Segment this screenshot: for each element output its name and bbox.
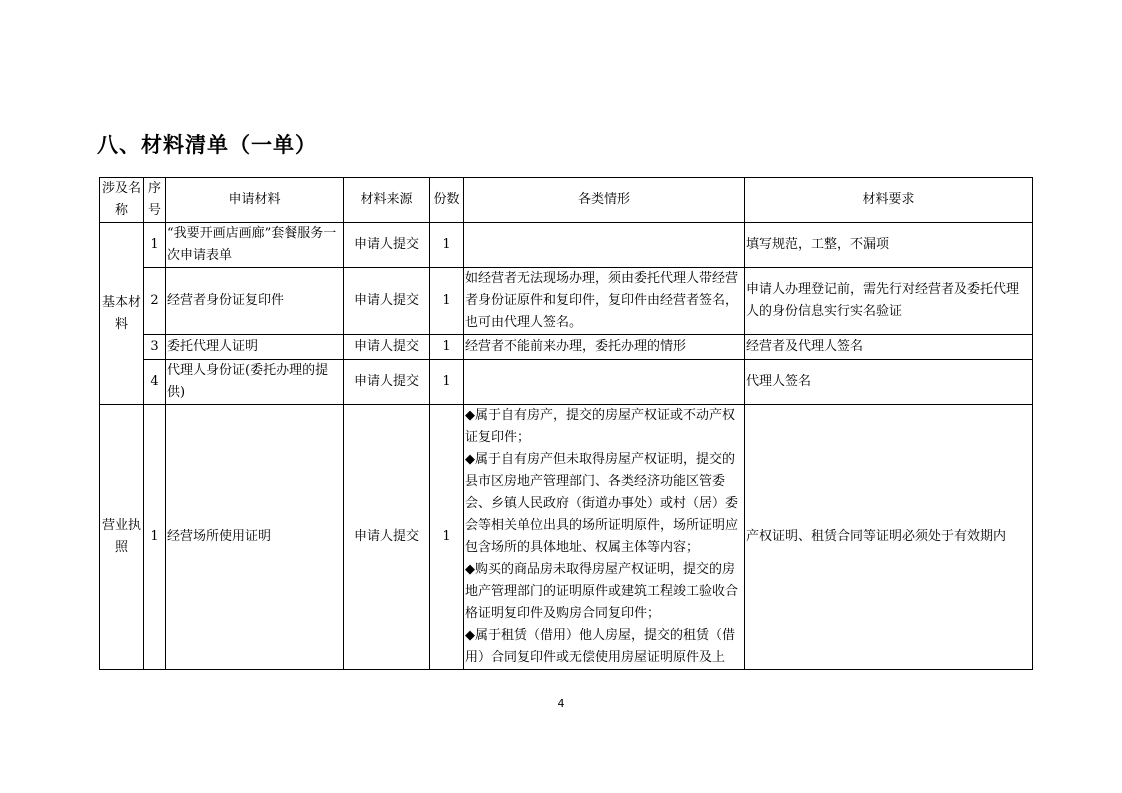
copies-cell: 1 <box>430 223 464 268</box>
materials-table <box>99 177 1033 670</box>
material-cell: 代理人身份证(委托办理的提供) <box>166 360 344 405</box>
source-cell: 申请人提交 <box>344 268 430 335</box>
requirement-cell: 经营者及代理人签名 <box>745 335 1033 360</box>
requirement-cell: 产权证明、租赁合同等证明必须处于有效期内 <box>745 405 1033 670</box>
section-title: 八、材料清单（一单） <box>97 133 317 157</box>
situation-item: ◆属于自有房产但未取得房屋产权证明，提交的县市区房地产管理部门、各类经济功能区管委会、乡镇人民政府（街道办事处）或村（居）委会等相关单位出具的场所证明原件，场所证明应包含场所的具体地址、权属主体等内容； <box>465 452 739 555</box>
header-requirement: 材料要求 <box>745 178 1033 223</box>
seq-cell: 2 <box>144 268 166 335</box>
situation-item: ◆属于自有房产，提交的房屋产权证或不动产权证复印件； <box>465 408 735 445</box>
material-cell: “我要开画店画廊”套餐服务一次申请表单 <box>166 223 344 268</box>
category-cell: 营业执照 <box>100 405 144 670</box>
header-source: 材料来源 <box>344 178 430 223</box>
source-cell: 申请人提交 <box>344 405 430 670</box>
copies-cell: 1 <box>430 335 464 360</box>
table-row <box>100 268 1033 335</box>
category-cell: 基本材料 <box>100 223 144 405</box>
requirement-cell: 填写规范，工整，不漏项 <box>745 223 1033 268</box>
header-material: 申请材料 <box>166 178 344 223</box>
copies-cell: 1 <box>430 405 464 670</box>
material-cell: 经营者身份证复印件 <box>166 268 344 335</box>
copies-cell: 1 <box>430 360 464 405</box>
situation-cell <box>464 223 745 268</box>
seq-cell: 1 <box>144 223 166 268</box>
seq-cell: 4 <box>144 360 166 405</box>
material-cell: 委托代理人证明 <box>166 335 344 360</box>
situation-cell: 如经营者无法现场办理，须由委托代理人带经营者身份证原件和复印件，复印件由经营者签名，也可由代理人签名。 <box>464 268 745 335</box>
table-row <box>100 360 1033 405</box>
table-row <box>100 335 1033 360</box>
header-situation: 各类情形 <box>464 178 745 223</box>
table-row <box>100 223 1033 268</box>
copies-cell: 1 <box>430 268 464 335</box>
situation-item: ◆购买的商品房未取得房屋产权证明，提交的房地产管理部门的证明原件或建筑工程竣工验收合格证明复印件及购房合同复印件； <box>465 562 739 621</box>
situation-item: ◆属于租赁（借用）他人房屋，提交的租赁（借用）合同复印件或无偿使用房屋证明原件及上 <box>465 628 735 665</box>
situation-cell: 经营者不能前来办理，委托办理的情形 <box>464 335 745 360</box>
page-number: 4 <box>557 697 565 710</box>
header-seq: 序号 <box>144 178 166 223</box>
seq-cell: 3 <box>144 335 166 360</box>
situation-cell <box>464 360 745 405</box>
seq-cell: 1 <box>144 405 166 670</box>
source-cell: 申请人提交 <box>344 335 430 360</box>
source-cell: 申请人提交 <box>344 360 430 405</box>
requirement-cell: 代理人签名 <box>745 360 1033 405</box>
situation-cell <box>464 405 745 670</box>
table-row <box>100 405 1033 670</box>
table-header-row <box>100 178 1033 223</box>
source-cell: 申请人提交 <box>344 223 430 268</box>
header-copies: 份数 <box>430 178 464 223</box>
header-category: 涉及名称 <box>100 178 144 223</box>
requirement-cell: 申请人办理登记前，需先行对经营者及委托代理人的身份信息实行实名验证 <box>745 268 1033 335</box>
material-cell: 经营场所使用证明 <box>166 405 344 670</box>
